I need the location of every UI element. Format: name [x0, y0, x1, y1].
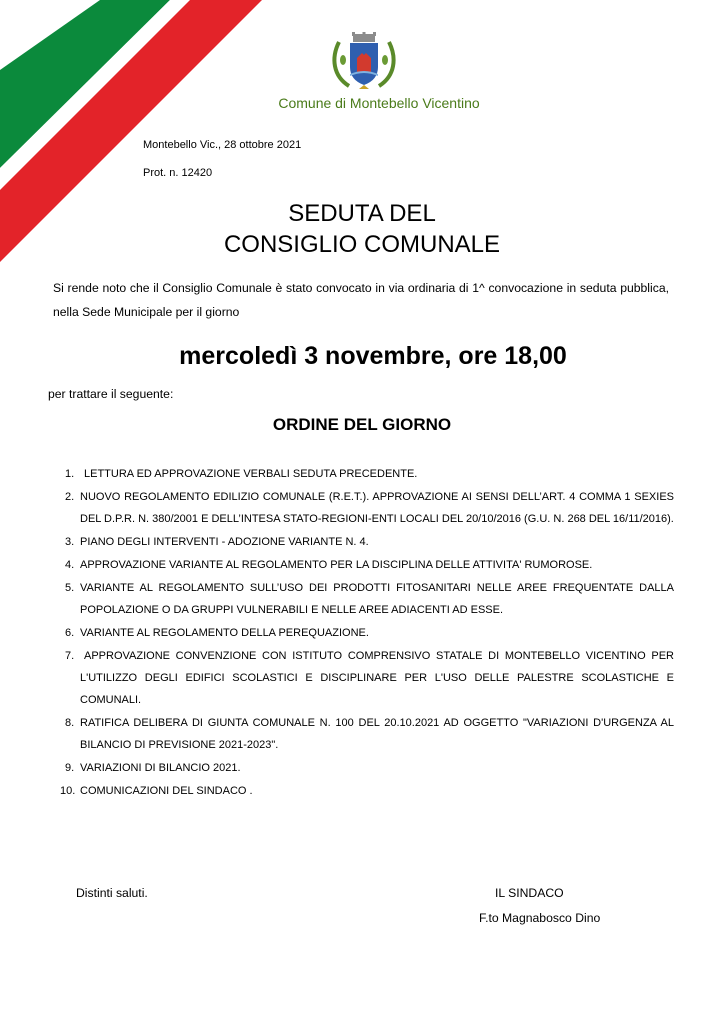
agenda-item-text: APPROVAZIONE VARIANTE AL REGOLAMENTO PER LA DISCIPLINA DELLE ATTIVITA' RUMOROSE. [80, 559, 593, 571]
place-date: Montebello Vic., 28 ottobre 2021 [143, 139, 302, 151]
agenda-item [65, 531, 674, 553]
agenda-item-text: APPROVAZIONE CONVENZIONE CON ISTITUTO COMPRENSIVO STATALE DI MONTEBELLO VICENTINO PER L'UTILIZZO DEGLI EDIFICI SCOLASTICI E DISCIPLINARE PER L'USO DELLE PALESTRE SCOLASTICHE E COMUNALI. [80, 650, 674, 706]
agenda-item [65, 577, 674, 621]
agenda-item-text: VARIANTE AL REGOLAMENTO SULL’USO DEI PRODOTTI FITOSANITARI NELLE AREE FREQUENTATE DALLA POPOLAZIONE O DA GRUPPI VULNERABILI E NELLE AREE ADIACENTI AD ESSE. [80, 582, 674, 616]
agenda-item [65, 486, 674, 530]
agenda-item [60, 780, 674, 802]
agenda-list [60, 463, 674, 803]
agenda-item [65, 554, 674, 576]
comune-coat-of-arms [329, 30, 399, 92]
title-line-1: SEDUTA DEL [288, 200, 436, 227]
agenda-item [65, 622, 674, 644]
agenda-item-number: 1. [65, 468, 75, 480]
agenda-item-text: VARIAZIONI DI BILANCIO 2021. [80, 762, 241, 774]
agenda-title: ORDINE DEL GIORNO [272, 415, 452, 434]
agenda-item-text: VARIANTE AL REGOLAMENTO DELLA PEREQUAZIONE. [80, 627, 369, 639]
agenda-item-number: 2. [65, 491, 75, 503]
agenda-item-text: LETTURA ED APPROVAZIONE VERBALI SEDUTA PRECEDENTE. [84, 468, 418, 480]
agenda-item-text: RATIFICA DELIBERA DI GIUNTA COMUNALE N. 100 DEL 20.10.2021 AD OGGETTO "VARIAZIONI D'URGENZA AL BILANCIO DI PREVISIONE 2021-2023". [80, 717, 674, 751]
agenda-item-number: 8. [65, 717, 75, 729]
agenda-item-text: COMUNICAZIONI DEL SINDACO . [80, 785, 253, 797]
agenda-item-text: NUOVO REGOLAMENTO EDILIZIO COMUNALE (R.E.T.). APPROVAZIONE AI SENSI DELL’ART. 4 COMMA 1 SEXIES DEL D.P.R. N. 380/2001 E DELL’INTESA STATO-REGIONI-ENTI LOCALI DEL 20/10/2016 (G.U. N. 268 DEL 16/11/2016). [80, 491, 674, 525]
page-title [0, 198, 724, 260]
title-line-2: CONSIGLIO COMUNALE [223, 231, 501, 258]
agenda-item-number: 3. [65, 536, 75, 548]
agenda-item [65, 463, 674, 485]
agenda-item [65, 757, 674, 779]
signature-role: IL SINDACO [495, 886, 564, 900]
agenda-item-text: PIANO DEGLI INTERVENTI - ADOZIONE VARIANTE N. 4. [80, 536, 369, 548]
protocol-number: Prot. n. 12420 [143, 167, 213, 179]
intro-paragraph: Si rende noto che il Consiglio Comunale è stato convocato in via ordinaria di 1^ convocazione in seduta pubblica, nella Sede Municipale per il giorno [53, 281, 669, 319]
closing-greeting: Distinti saluti. [76, 886, 148, 900]
agenda-item [65, 712, 674, 756]
agenda-item-number: 9. [65, 762, 75, 774]
agenda-item-number: 10. [60, 785, 76, 797]
agenda-item-number: 7. [65, 650, 75, 662]
comune-name: Comune di Montebello Vicentino [278, 95, 480, 111]
meeting-date: mercoledì 3 novembre, ore 18,00 [179, 342, 567, 370]
agenda-item-number: 4. [65, 559, 75, 571]
signature-name: F.to Magnabosco Dino [479, 911, 601, 925]
pre-agenda-text: per trattare il seguente: [48, 387, 174, 401]
agenda-item-number: 6. [65, 627, 75, 639]
agenda-item-number: 5. [65, 582, 75, 594]
agenda-item [65, 645, 674, 711]
